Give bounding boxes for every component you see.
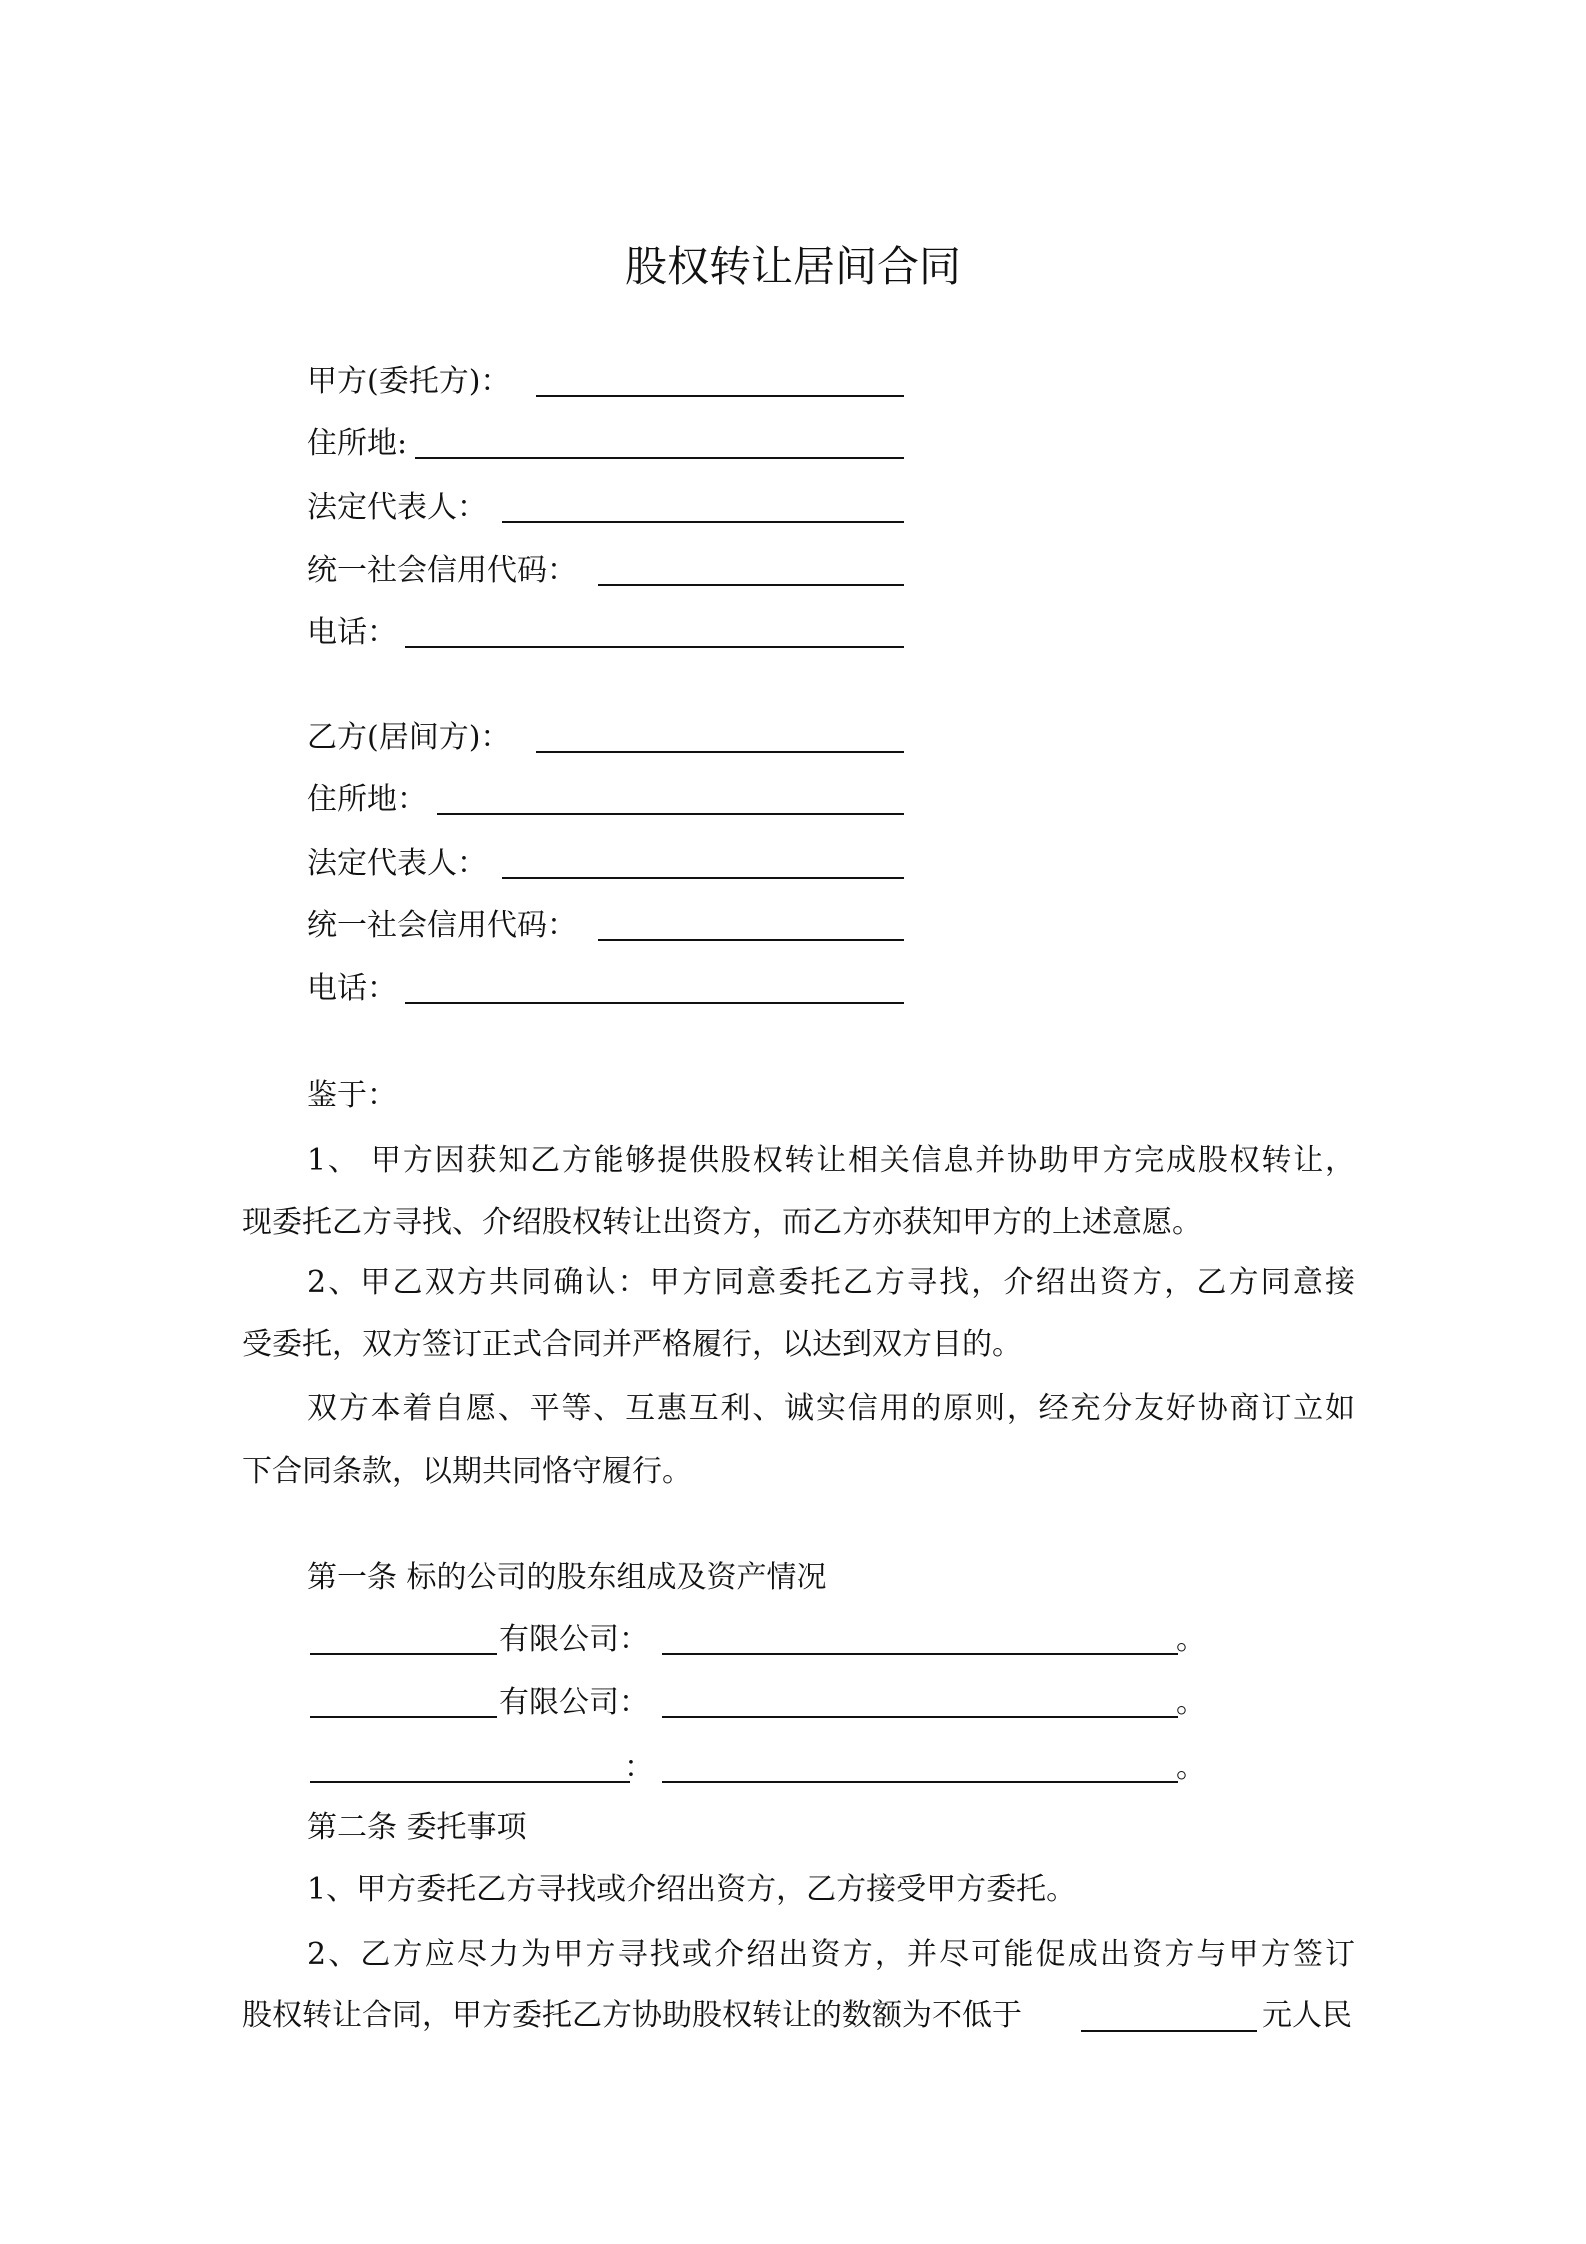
company-1-label: 有限公司： (499, 1622, 649, 1657)
article-2-item-2-line-2: 股权转让合同，甲方委托乙方协助股权转让的数额为不低于 (242, 1998, 1022, 2033)
currency-text: 元人民 (1262, 1998, 1352, 2033)
party-b-address-field[interactable] (437, 813, 904, 815)
party-a-legal-rep-label: 法定代表人： (307, 490, 487, 525)
party-a-legal-rep-field[interactable] (502, 521, 904, 523)
other-name-field[interactable] (310, 1781, 630, 1783)
recital-2-line-2: 受委托，双方签订正式合同并严格履行，以达到双方目的。 (242, 1327, 1022, 1362)
party-b-legal-rep-label: 法定代表人： (307, 846, 487, 881)
party-a-phone-label: 电话： (307, 615, 397, 650)
page-title: 股权转让居间合同 (624, 242, 961, 291)
party-a-address-field[interactable] (415, 457, 904, 459)
company-2-name-field[interactable] (310, 1716, 497, 1718)
party-b-address-label: 住所地： (307, 782, 427, 817)
party-b-credit-code-field[interactable] (598, 939, 904, 941)
recital-1-line-1: 1、 甲方因获知乙方能够提供股权转让相关信息并协助甲方完成股权转让， (307, 1143, 1355, 1178)
party-b-legal-rep-field[interactable] (502, 877, 904, 879)
article-2-item-1: 1、甲方委托乙方寻找或介绍出资方，乙方接受甲方委托。 (307, 1872, 1077, 1907)
party-a-address-label: 住所地: (307, 426, 408, 461)
article-2-heading: 第二条 委托事项 (307, 1810, 527, 1845)
party-b-credit-code-label: 统一社会信用代码： (307, 908, 577, 943)
company-2-label: 有限公司： (499, 1685, 649, 1720)
company-1-detail-field[interactable] (662, 1653, 1178, 1655)
transfer-amount-field[interactable] (1081, 2030, 1257, 2032)
company-1-period: 。 (1176, 1622, 1206, 1657)
principle-line-1: 双方本着自愿、平等、互惠互利、诚实信用的原则，经充分友好协商订立如 (307, 1391, 1355, 1426)
company-1-name-field[interactable] (310, 1653, 497, 1655)
article-2-item-2-line-1: 2、乙方应尽力为甲方寻找或介绍出资方，并尽可能促成出资方与甲方签订 (307, 1937, 1355, 1972)
recitals-heading: 鉴于： (307, 1078, 397, 1113)
party-b-phone-label: 电话： (307, 971, 397, 1006)
other-colon: ： (624, 1750, 654, 1785)
party-b-phone-field[interactable] (405, 1002, 904, 1004)
company-2-period: 。 (1176, 1685, 1206, 1720)
article-1-heading: 第一条 标的公司的股东组成及资产情况 (307, 1560, 827, 1595)
principle-line-2: 下合同条款，以期共同恪守履行。 (242, 1454, 692, 1489)
other-period: 。 (1176, 1750, 1206, 1785)
party-a-label: 甲方(委托方)： (307, 364, 511, 399)
party-a-field[interactable] (536, 395, 904, 397)
recital-2-line-1: 2、甲乙双方共同确认：甲方同意委托乙方寻找，介绍出资方，乙方同意接 (307, 1265, 1355, 1300)
party-a-credit-code-label: 统一社会信用代码： (307, 553, 577, 588)
party-b-label: 乙方(居间方)： (307, 720, 511, 755)
party-a-credit-code-field[interactable] (598, 584, 904, 586)
party-b-field[interactable] (536, 751, 904, 753)
company-2-detail-field[interactable] (662, 1716, 1178, 1718)
party-a-phone-field[interactable] (405, 646, 904, 648)
other-detail-field[interactable] (662, 1781, 1178, 1783)
recital-1-line-2: 现委托乙方寻找、介绍股权转让出资方，而乙方亦获知甲方的上述意愿。 (242, 1205, 1202, 1240)
